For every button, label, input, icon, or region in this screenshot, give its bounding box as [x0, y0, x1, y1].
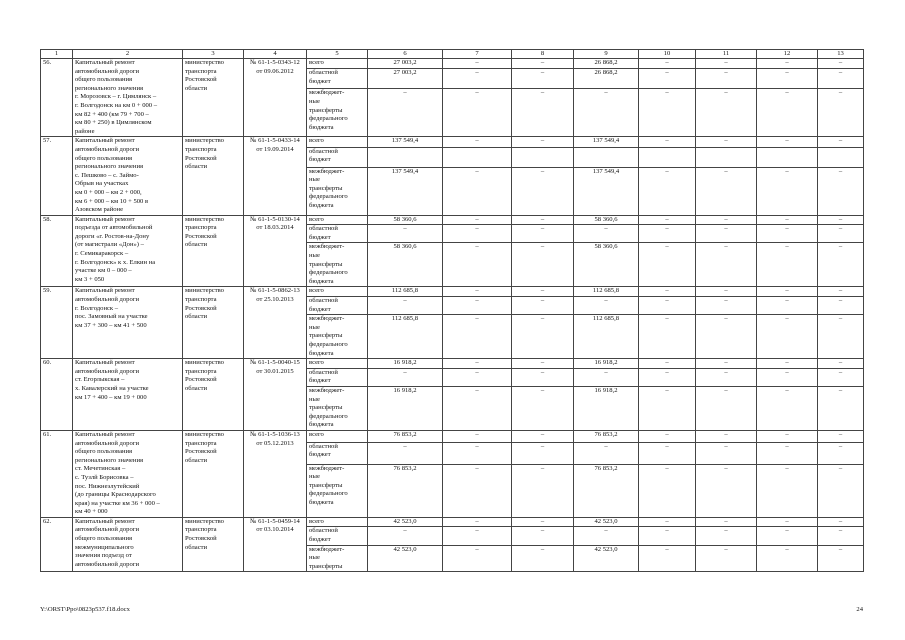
column-number: 8 [512, 50, 574, 59]
amount-col12: – [757, 368, 818, 386]
amount-col10: – [639, 243, 696, 287]
amount-col6: 16 918,2 [368, 386, 443, 430]
amount-col12: – [757, 215, 818, 225]
amount-col10: – [639, 69, 696, 89]
amount-col8: – [512, 517, 574, 527]
amount-col10: – [639, 59, 696, 69]
column-number: 12 [757, 50, 818, 59]
amount-col8: – [512, 59, 574, 69]
amount-col9: 42 523,0 [574, 545, 639, 572]
amount-col12: – [757, 464, 818, 517]
amount-col11: – [696, 137, 757, 147]
amount-col6: – [368, 297, 443, 315]
amount-col10: – [639, 527, 696, 545]
funding-source: межбюджет- ные трансферты [307, 545, 368, 572]
amount-col7: – [443, 464, 512, 517]
amount-col10: – [639, 464, 696, 517]
funding-source: областной бюджет [307, 442, 368, 464]
table-row [41, 517, 864, 527]
amount-col13: – [818, 59, 864, 69]
funding-source: всего [307, 359, 368, 369]
amount-col11: – [696, 359, 757, 369]
amount-col13: – [818, 215, 864, 225]
table-row [41, 359, 864, 369]
amount-col6: 137 549,4 [368, 167, 443, 215]
amount-col12: – [757, 69, 818, 89]
amount-col9 [574, 147, 639, 167]
amount-col11: – [696, 430, 757, 442]
amount-col10: – [639, 89, 696, 137]
amount-col9: 76 853,2 [574, 464, 639, 517]
amount-col13: – [818, 386, 864, 430]
agency: министерство транспорта Ростовской области [183, 137, 244, 215]
amount-col12: – [757, 225, 818, 243]
amount-col13 [818, 147, 864, 167]
amount-col7: – [443, 225, 512, 243]
amount-col8 [512, 147, 574, 167]
amount-col10 [639, 147, 696, 167]
column-number: 7 [443, 50, 512, 59]
amount-col12: – [757, 386, 818, 430]
amount-col6: 16 918,2 [368, 359, 443, 369]
amount-col7: – [443, 442, 512, 464]
amount-col9: 16 918,2 [574, 386, 639, 430]
funding-source: всего [307, 517, 368, 527]
amount-col10: – [639, 386, 696, 430]
amount-col12: – [757, 359, 818, 369]
amount-col6: 27 003,2 [368, 69, 443, 89]
funding-source: межбюджет- ные трансферты федерального бюджета [307, 243, 368, 287]
object-name: Капитальный ремонт автомобильной дороги общего пользования межмуниципального значения подъезд от автомобильной дороги [73, 517, 183, 572]
table-row [41, 59, 864, 69]
amount-col8: – [512, 464, 574, 517]
object-name: Капитальный ремонт автомобильной дороги общего пользования регионального значения с. Пешково – с. Займо- Обрыв на участках км 0 + 000 – км 2 + 000, км 6 + 000 – км 10 + 500 в Азовском районе [73, 137, 183, 215]
column-number: 10 [639, 50, 696, 59]
amount-col6: 76 853,2 [368, 430, 443, 442]
amount-col6: 76 853,2 [368, 464, 443, 517]
agency: министерство транспорта Ростовской области [183, 517, 244, 572]
amount-col10: – [639, 368, 696, 386]
amount-col7: – [443, 297, 512, 315]
amount-col13: – [818, 464, 864, 517]
amount-col8: – [512, 359, 574, 369]
funding-source: межбюджет- ные трансферты федерального бюджета [307, 386, 368, 430]
amount-col7: – [443, 315, 512, 359]
amount-col7: – [443, 517, 512, 527]
amount-col13: – [818, 167, 864, 215]
funding-source: межбюджет- ные трансферты федерального бюджета [307, 464, 368, 517]
amount-col8: – [512, 137, 574, 147]
amount-col11: – [696, 287, 757, 297]
funding-source: всего [307, 59, 368, 69]
amount-col13: – [818, 368, 864, 386]
amount-col8: – [512, 545, 574, 572]
amount-col9: 137 549,4 [574, 167, 639, 215]
amount-col13: – [818, 442, 864, 464]
amount-col13: – [818, 315, 864, 359]
amount-col8: – [512, 368, 574, 386]
entry-number: 58. [41, 215, 73, 287]
amount-col13: – [818, 527, 864, 545]
amount-col6: – [368, 368, 443, 386]
amount-col11: – [696, 69, 757, 89]
amount-col7: – [443, 545, 512, 572]
amount-col6: 27 003,2 [368, 59, 443, 69]
amount-col13: – [818, 297, 864, 315]
amount-col9: – [574, 297, 639, 315]
amount-col10: – [639, 137, 696, 147]
amount-col8: – [512, 442, 574, 464]
funding-source: межбюджет- ные трансферты федерального бюджета [307, 167, 368, 215]
amount-col11: – [696, 545, 757, 572]
amount-col7: – [443, 359, 512, 369]
amount-col7: – [443, 69, 512, 89]
budget-table [40, 49, 864, 572]
column-numbers-row [41, 50, 864, 59]
amount-col11: – [696, 386, 757, 430]
agency: министерство транспорта Ростовской области [183, 215, 244, 287]
amount-col6: 112 685,8 [368, 315, 443, 359]
amount-col10: – [639, 287, 696, 297]
amount-col9: 112 685,8 [574, 287, 639, 297]
amount-col11: – [696, 315, 757, 359]
amount-col10: – [639, 215, 696, 225]
document-ref: № 61-1-5-0459-14 от 03.10.2014 [244, 517, 307, 572]
funding-source: областной бюджет [307, 147, 368, 167]
amount-col12: – [757, 59, 818, 69]
funding-source: областной бюджет [307, 69, 368, 89]
entry-number: 56. [41, 59, 73, 137]
document-ref: № 61-1-5-0433-14 от 19.09.2014 [244, 137, 307, 215]
amount-col7: – [443, 368, 512, 386]
amount-col12: – [757, 89, 818, 137]
amount-col13: – [818, 69, 864, 89]
amount-col13: – [818, 359, 864, 369]
amount-col9: 26 868,2 [574, 69, 639, 89]
amount-col12: – [757, 430, 818, 442]
amount-col11: – [696, 442, 757, 464]
amount-col7: – [443, 430, 512, 442]
amount-col6: – [368, 442, 443, 464]
funding-source: областной бюджет [307, 225, 368, 243]
amount-col11: – [696, 167, 757, 215]
amount-col13: – [818, 545, 864, 572]
amount-col7: – [443, 137, 512, 147]
amount-col10: – [639, 545, 696, 572]
funding-source: областной бюджет [307, 368, 368, 386]
amount-col11 [696, 147, 757, 167]
amount-col12: – [757, 137, 818, 147]
amount-col7 [443, 147, 512, 167]
agency: министерство транспорта Ростовской области [183, 430, 244, 517]
amount-col8: – [512, 297, 574, 315]
amount-col12: – [757, 315, 818, 359]
column-number: 1 [41, 50, 73, 59]
funding-source: межбюджет- ные трансферты федерального бюджета [307, 315, 368, 359]
amount-col9: 137 549,4 [574, 137, 639, 147]
table-row [41, 137, 864, 147]
amount-col12: – [757, 297, 818, 315]
entry-number: 60. [41, 359, 73, 431]
entry-number: 57. [41, 137, 73, 215]
amount-col8: – [512, 315, 574, 359]
amount-col9: – [574, 225, 639, 243]
document-ref: № 61-1-5-0862-13 от 25.10.2013 [244, 287, 307, 359]
table-row [41, 287, 864, 297]
amount-col13: – [818, 243, 864, 287]
amount-col8: – [512, 167, 574, 215]
amount-col9: 58 360,6 [574, 215, 639, 225]
amount-col13: – [818, 430, 864, 442]
amount-col13: – [818, 287, 864, 297]
amount-col9: 112 685,8 [574, 315, 639, 359]
amount-col8: – [512, 287, 574, 297]
entry-number: 59. [41, 287, 73, 359]
amount-col6 [368, 147, 443, 167]
document-ref: № 61-1-5-0343-12 от 09.06.2012 [244, 59, 307, 137]
amount-col10: – [639, 359, 696, 369]
amount-col6: – [368, 89, 443, 137]
amount-col9: – [574, 89, 639, 137]
amount-col11: – [696, 89, 757, 137]
amount-col10: – [639, 297, 696, 315]
amount-col9: 16 918,2 [574, 359, 639, 369]
amount-col13: – [818, 225, 864, 243]
amount-col9: – [574, 442, 639, 464]
amount-col8: – [512, 215, 574, 225]
amount-col12: – [757, 167, 818, 215]
amount-col7: – [443, 287, 512, 297]
agency: министерство транспорта Ростовской области [183, 359, 244, 431]
amount-col9: 76 853,2 [574, 430, 639, 442]
amount-col10: – [639, 225, 696, 243]
object-name: Капитальный ремонт автомобильной дороги г. Волгодонск – пос. Замовный на участке км 37 + 300 – км 41 + 500 [73, 287, 183, 359]
amount-col11: – [696, 297, 757, 315]
amount-col9: 42 523,0 [574, 517, 639, 527]
amount-col10: – [639, 315, 696, 359]
agency: министерство транспорта Ростовской области [183, 287, 244, 359]
amount-col8: – [512, 89, 574, 137]
amount-col11: – [696, 464, 757, 517]
document-ref: № 61-1-5-0130-14 от 18.03.2014 [244, 215, 307, 287]
page-number: 24 [856, 606, 863, 613]
amount-col9: – [574, 527, 639, 545]
amount-col11: – [696, 243, 757, 287]
entry-number: 61. [41, 430, 73, 517]
column-number: 2 [73, 50, 183, 59]
amount-col12: – [757, 517, 818, 527]
funding-source: всего [307, 137, 368, 147]
amount-col8: – [512, 430, 574, 442]
table-row [41, 215, 864, 225]
amount-col11: – [696, 517, 757, 527]
amount-col9: 58 360,6 [574, 243, 639, 287]
amount-col10: – [639, 167, 696, 215]
amount-col6: – [368, 225, 443, 243]
amount-col6: 112 685,8 [368, 287, 443, 297]
object-name: Капитальный ремонт автомобильной дороги ст. Егорлыкская – х. Кавалерский на участке км 17 + 400 – км 19 + 000 [73, 359, 183, 431]
funding-source: всего [307, 430, 368, 442]
amount-col8: – [512, 225, 574, 243]
amount-col6: 137 549,4 [368, 137, 443, 147]
object-name: Капитальный ремонт подъезда от автомобильной дороги «г. Ростов-на-Дону (от магистрали «Дон») – г. Семикаракорск – г. Волгодонск» к х. Елкин на участке км 0 – 000 – км 3 + 050 [73, 215, 183, 287]
amount-col7: – [443, 527, 512, 545]
column-number: 5 [307, 50, 368, 59]
funding-source: всего [307, 287, 368, 297]
amount-col7: – [443, 59, 512, 69]
object-name: Капитальный ремонт автомобильной дороги общего пользования регионального значения ст. Мечетинская – с. Тузлй Борисовка – пос. Нижнеэлутейский (до границы Краснодарского края) на участке км 36 + 000 – км 40 + 000 [73, 430, 183, 517]
amount-col10: – [639, 517, 696, 527]
amount-col12: – [757, 243, 818, 287]
funding-source: межбюджет- ные трансферты федерального бюджета [307, 89, 368, 137]
amount-col11: – [696, 225, 757, 243]
amount-col11: – [696, 215, 757, 225]
amount-col7: – [443, 386, 512, 430]
amount-col9: 26 868,2 [574, 59, 639, 69]
object-name: Капитальный ремонт автомобильной дороги общего пользования регионального значения г. Морозовск – г. Цимлянск – г. Волгодонск на км 0 + 000 – км 82 + 400 (км 79 + 700 – км 80 + 250) в Цимлянском районе [73, 59, 183, 137]
agency: министерство транспорта Ростовской области [183, 59, 244, 137]
document-ref: № 61-1-5-1036-13 от 05.12.2013 [244, 430, 307, 517]
amount-col6: 42 523,0 [368, 517, 443, 527]
file-path: Y:\ORST\Ppo\0823p537.f18.docx [40, 606, 130, 613]
entry-number: 62. [41, 517, 73, 572]
amount-col12: – [757, 527, 818, 545]
funding-source: областной бюджет [307, 297, 368, 315]
amount-col7: – [443, 243, 512, 287]
amount-col11: – [696, 59, 757, 69]
amount-col8: – [512, 527, 574, 545]
amount-col6: 58 360,6 [368, 215, 443, 225]
amount-col7: – [443, 215, 512, 225]
amount-col8: – [512, 243, 574, 287]
amount-col10: – [639, 430, 696, 442]
amount-col12: – [757, 442, 818, 464]
column-number: 3 [183, 50, 244, 59]
amount-col12 [757, 147, 818, 167]
amount-col13: – [818, 137, 864, 147]
amount-col10: – [639, 442, 696, 464]
amount-col6: 42 523,0 [368, 545, 443, 572]
amount-col8: – [512, 386, 574, 430]
amount-col7: – [443, 89, 512, 137]
amount-col11: – [696, 527, 757, 545]
funding-source: областной бюджет [307, 527, 368, 545]
amount-col12: – [757, 287, 818, 297]
funding-source: всего [307, 215, 368, 225]
column-number: 11 [696, 50, 757, 59]
amount-col13: – [818, 89, 864, 137]
amount-col12: – [757, 545, 818, 572]
table-row [41, 430, 864, 442]
column-number: 4 [244, 50, 307, 59]
column-number: 6 [368, 50, 443, 59]
amount-col6: – [368, 527, 443, 545]
amount-col6: 58 360,6 [368, 243, 443, 287]
column-number: 9 [574, 50, 639, 59]
document-ref: № 61-1-5-0040-15 от 30.01.2015 [244, 359, 307, 431]
column-number: 13 [818, 50, 864, 59]
amount-col13: – [818, 517, 864, 527]
amount-col9: – [574, 368, 639, 386]
amount-col11: – [696, 368, 757, 386]
amount-col8: – [512, 69, 574, 89]
amount-col7: – [443, 167, 512, 215]
